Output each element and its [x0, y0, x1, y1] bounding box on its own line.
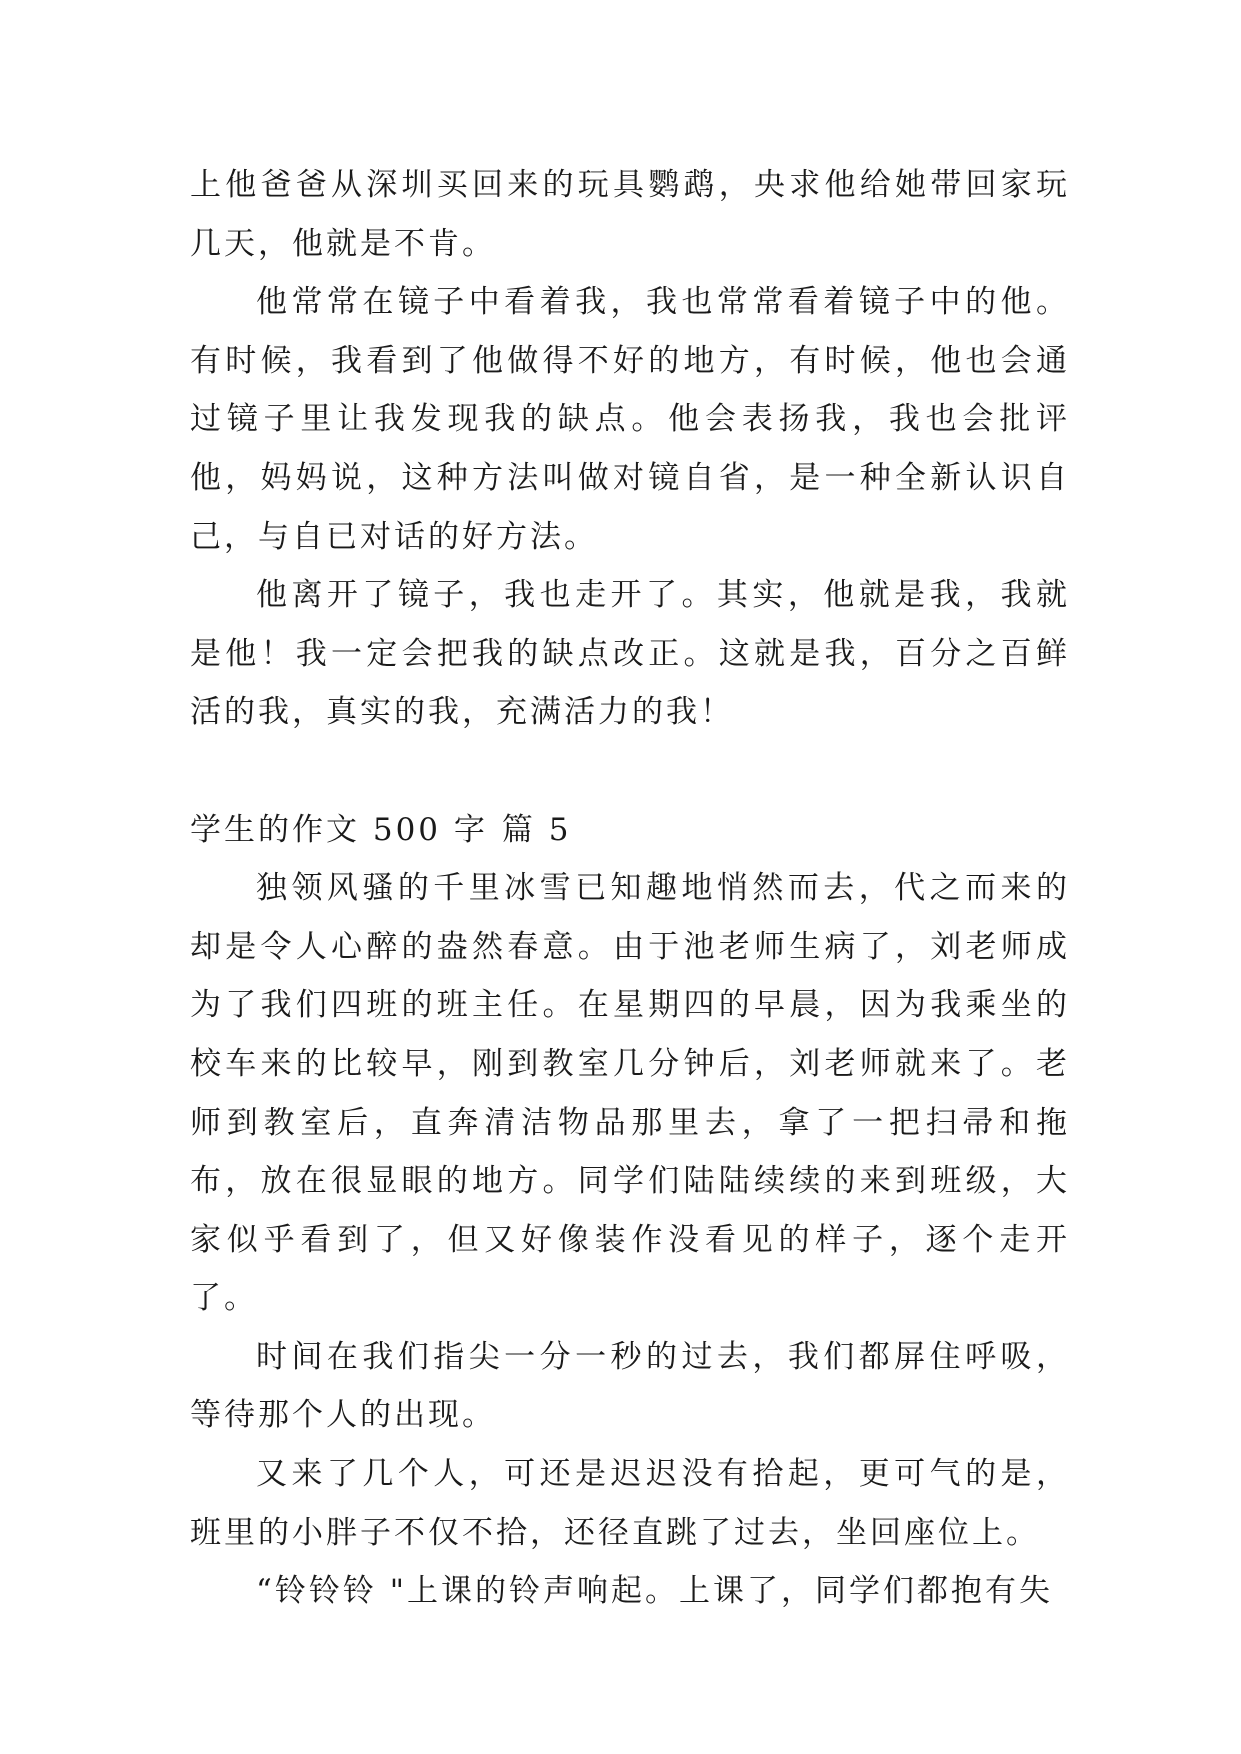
paragraph-bell: “铃铃铃 "上课的铃声响起。上课了，同学们都抱有失: [256, 1573, 1053, 1610]
paragraph-conclusion: 他离开了镜子，我也走开了。其实，他就是我，我就是他！我一定会把我的缺点改正。这就是我，百分之百鲜活的我，真实的我，充满活力的我！: [190, 577, 1070, 731]
section-heading: [190, 801, 1070, 860]
paragraph-morning: 独领风骚的千里冰雪已知趣地悄然而去，代之而来的却是令人心醉的盎然春意。由于池老师生病了，刘老师成为了我们四班的班主任。在星期四的早晨，因为我乘坐的校车来的比较早，刚到教室几分钟后，刘老师就来了。老师到教室后，直奔清洁物品那里去，拿了一把扫帚和拖布，放在很显眼的地方。同学们陆陆续续的来到班级，大家似乎看到了，但又好像装作没看见的样子，逐个走开了。: [190, 870, 1070, 1317]
document-body: [190, 156, 1070, 1621]
section-number: 篇 5: [501, 811, 572, 848]
section-spacer: [190, 742, 1070, 801]
paragraph-passing: 又来了几个人，可还是迟迟没有拾起，更可气的是，班里的小胖子不仅不拾，还径直跳了过去，坐回座位上。: [190, 1456, 1070, 1551]
paragraph-mirror: 他常常在镜子中看着我，我也常常看着镜子中的他。有时候，我看到了他做得不好的地方，有时候，他也会通过镜子里让我发现我的缺点。他会表扬我，我也会批评他，妈妈说，这种方法叫做对镜自省，是一种全新认识自己，与自已对话的好方法。: [190, 284, 1070, 555]
section-title: 学生的作文 500 字: [190, 811, 488, 848]
paragraph-continued: 上他爸爸从深圳买回来的玩具鹦鹉，央求他给她带回家玩几天，他就是不肯。: [190, 167, 1070, 262]
paragraph-waiting: 时间在我们指尖一分一秒的过去，我们都屏住呼吸，等待那个人的出现。: [190, 1338, 1070, 1434]
